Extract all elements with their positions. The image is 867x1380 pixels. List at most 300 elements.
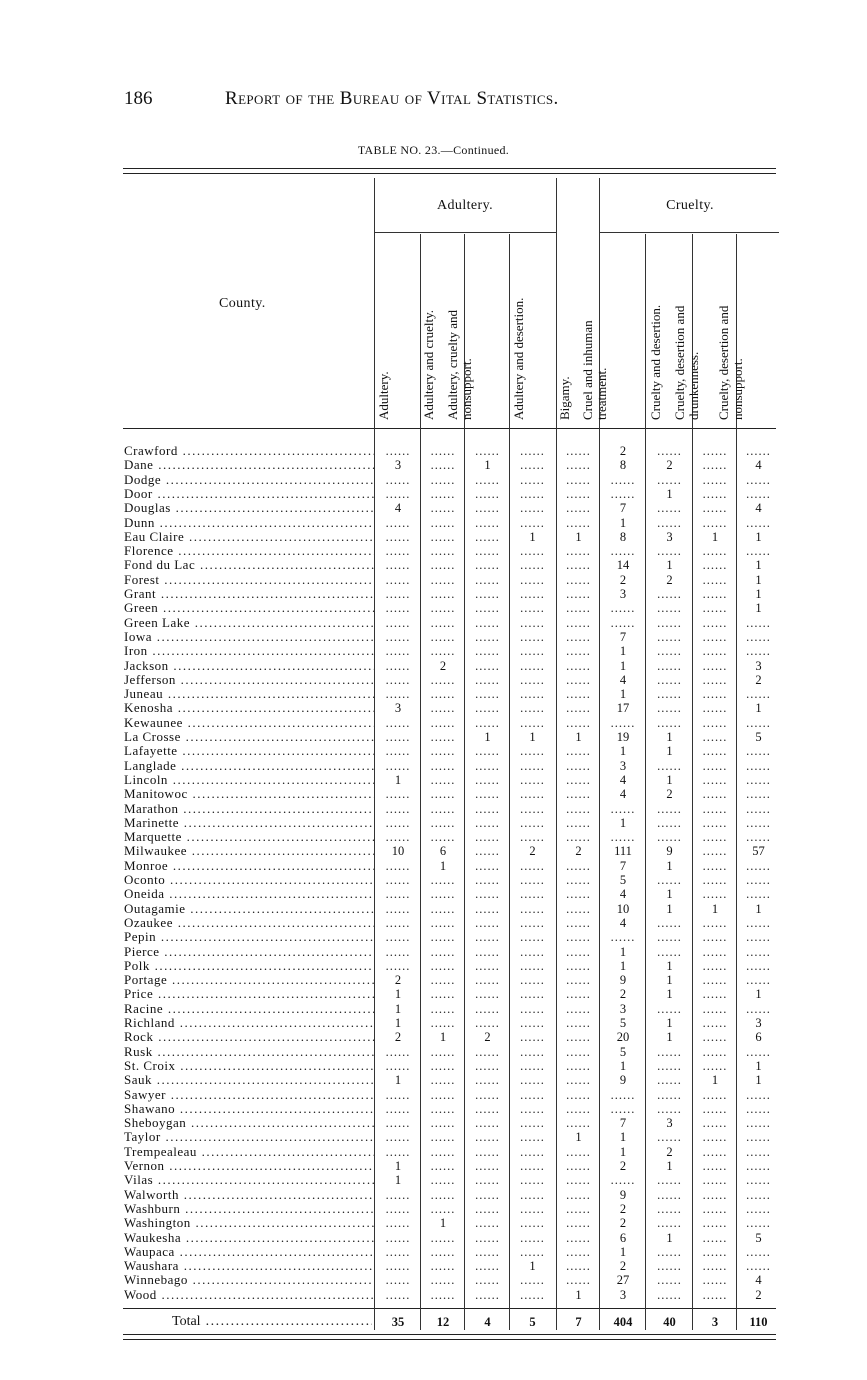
- column-header-label: Adultery and desertion.: [510, 297, 526, 420]
- county-name: Eau Claire .....: [124, 530, 374, 544]
- cell-bigamy: ......: [566, 1173, 591, 1188]
- cell-cruelty-desertion-nonsupport: 3: [755, 1016, 762, 1030]
- cell-cruelty-desertion-nonsupport: ......: [746, 1173, 771, 1188]
- cell-bigamy: ......: [566, 944, 591, 959]
- cell-cruelty-and-desertion: ......: [657, 1273, 682, 1288]
- table-row: [0, 945, 867, 959]
- cell-adultery-and-cruelty: ......: [430, 1244, 456, 1259]
- cell-cruelty-and-desertion: ......: [657, 1073, 682, 1088]
- county-column-header: County.: [219, 296, 266, 311]
- total-row: [0, 1314, 867, 1330]
- cell-cruelty-desertion-drunkenness: ......: [702, 815, 728, 830]
- cell-cruel-and-inhuman-treatment: 6: [619, 1230, 627, 1245]
- table-row: [0, 987, 867, 1001]
- cell-adultery: ......: [385, 1130, 411, 1145]
- table-row: [0, 1016, 867, 1030]
- cell-bigamy: ......: [566, 1030, 591, 1045]
- cell-cruelty-desertion-drunkenness: 1: [711, 529, 719, 544]
- table-row: [0, 1259, 867, 1273]
- cell-cruelty-desertion-drunkenness: ......: [702, 1287, 728, 1302]
- cell-adultery: ......: [385, 629, 411, 644]
- county-name: Juneau .....: [124, 687, 374, 701]
- cell-adultery-and-cruelty: ......: [430, 1001, 456, 1016]
- cell-adultery: ......: [385, 486, 411, 501]
- cell-cruelty-desertion-drunkenness: ......: [702, 1087, 728, 1102]
- cell-adultery-and-desertion: 2: [529, 844, 536, 859]
- cell-cruelty-and-desertion: ......: [657, 644, 682, 659]
- table-row: [0, 616, 867, 630]
- cell-cruelty-and-desertion: ......: [657, 444, 682, 458]
- cell-adultery-cruelty-nonsupport: ......: [475, 873, 500, 887]
- cell-adultery-cruelty-nonsupport: ......: [475, 815, 500, 830]
- cell-adultery-cruelty-nonsupport: ......: [475, 1244, 500, 1259]
- cell-cruelty-desertion-nonsupport: ......: [746, 615, 771, 630]
- cell-adultery-cruelty-nonsupport: ......: [475, 1101, 500, 1116]
- cell-cruelty-desertion-drunkenness: ......: [702, 944, 728, 959]
- cell-bigamy: ......: [566, 787, 591, 802]
- table-row: [0, 687, 867, 701]
- cell-adultery-cruelty-nonsupport: ......: [475, 1058, 500, 1073]
- cell-adultery-and-desertion: ......: [520, 1244, 545, 1259]
- county-name: Monroe .....: [124, 859, 374, 873]
- cell-cruelty-and-desertion: ......: [657, 815, 682, 830]
- cell-cruelty-desertion-nonsupport: ......: [746, 515, 771, 530]
- cell-adultery: ......: [385, 1101, 411, 1116]
- table-row: [0, 1202, 867, 1216]
- cell-adultery: 4: [394, 501, 402, 516]
- cell-adultery: 1: [394, 1001, 402, 1016]
- cell-adultery-and-cruelty: ......: [430, 1016, 456, 1030]
- table-row: [0, 1188, 867, 1202]
- cell-adultery-and-cruelty: ......: [430, 1044, 456, 1059]
- cell-cruelty-desertion-drunkenness: ......: [702, 501, 728, 516]
- cell-cruel-and-inhuman-treatment: 1: [619, 1244, 627, 1259]
- county-name: Jefferson .....: [124, 673, 374, 687]
- cell-bigamy: ......: [566, 1058, 591, 1073]
- cell-bigamy: 1: [575, 1287, 582, 1302]
- cell-cruelty-and-desertion: 2: [666, 458, 673, 473]
- cell-adultery: ......: [385, 658, 411, 673]
- cell-adultery-cruelty-nonsupport: ......: [475, 501, 500, 516]
- column-header-label: Cruelty, desertion and nonsupport.: [715, 305, 745, 420]
- cell-adultery-and-cruelty: ......: [430, 601, 456, 616]
- table-row: [0, 516, 867, 530]
- table-caption: TABLE NO. 23.—Continued.: [357, 143, 510, 157]
- cell-cruel-and-inhuman-treatment: 8: [619, 458, 627, 473]
- cell-cruelty-and-desertion: ......: [657, 873, 682, 887]
- cell-cruelty-desertion-drunkenness: ......: [702, 615, 728, 630]
- cell-bigamy: ......: [566, 873, 591, 887]
- cell-adultery: ......: [385, 1044, 411, 1059]
- cell-adultery-and-desertion: ......: [520, 644, 545, 659]
- cell-adultery: ......: [385, 1144, 411, 1159]
- cell-cruelty-desertion-nonsupport: 4: [755, 501, 762, 516]
- cell-adultery: ......: [385, 1201, 411, 1216]
- cell-adultery-and-desertion: ......: [520, 1216, 545, 1231]
- table-row: [0, 759, 867, 773]
- table-row: [0, 716, 867, 730]
- cell-cruelty-and-desertion: 1: [666, 973, 673, 988]
- cell-adultery: 2: [394, 973, 402, 988]
- cell-adultery-cruelty-nonsupport: ......: [475, 615, 500, 630]
- cell-adultery-and-cruelty: ......: [430, 687, 456, 702]
- cell-adultery-and-cruelty: ......: [430, 515, 456, 530]
- cell-adultery: ......: [385, 1230, 411, 1245]
- cell-adultery: ......: [385, 601, 411, 616]
- cell-adultery-cruelty-nonsupport: ......: [475, 915, 500, 930]
- cell-adultery-and-desertion: ......: [520, 930, 545, 945]
- cell-adultery-and-cruelty: ......: [430, 1159, 456, 1173]
- cell-bigamy: 2: [575, 844, 582, 859]
- cell-cruelty-desertion-drunkenness: ......: [702, 1187, 728, 1202]
- adultery-group-rule: [374, 232, 556, 233]
- cell-cruelty-and-desertion: 1: [666, 744, 673, 759]
- cell-bigamy: ......: [566, 973, 591, 988]
- cell-cruelty-desertion-drunkenness: ......: [702, 744, 728, 759]
- cell-adultery-and-cruelty: ......: [430, 787, 456, 802]
- cell-cruelty-desertion-drunkenness: ......: [702, 444, 728, 458]
- county-name: Kenosha .....: [124, 701, 374, 715]
- cell-adultery-and-desertion: ......: [520, 1016, 545, 1030]
- cell-adultery-cruelty-nonsupport: ......: [475, 1159, 500, 1173]
- cell-adultery-and-desertion: ......: [520, 629, 545, 644]
- cell-bigamy: ......: [566, 515, 591, 530]
- cell-adultery-cruelty-nonsupport: ......: [475, 973, 500, 988]
- cell-cruelty-desertion-nonsupport: 1: [755, 987, 762, 1002]
- cell-adultery-cruelty-nonsupport: ......: [475, 1130, 500, 1145]
- cell-cruelty-and-desertion: ......: [657, 587, 682, 601]
- cell-cruelty-and-desertion: ......: [657, 472, 682, 487]
- top-rule-1: [123, 168, 776, 169]
- cell-cruel-and-inhuman-treatment: 27: [616, 1273, 630, 1288]
- cell-cruelty-desertion-nonsupport: ......: [746, 1159, 771, 1173]
- cell-bigamy: ......: [566, 644, 591, 659]
- cell-adultery-and-desertion: ......: [520, 1116, 545, 1131]
- cell-cruelty-desertion-drunkenness: ......: [702, 644, 728, 659]
- cell-cruel-and-inhuman-treatment: 2: [619, 1259, 627, 1274]
- cell-cruelty-and-desertion: 9: [666, 844, 673, 859]
- table-row: [0, 1059, 867, 1073]
- cell-cruelty-desertion-nonsupport: ......: [746, 930, 771, 945]
- cell-cruelty-desertion-drunkenness: ......: [702, 730, 728, 744]
- cell-adultery-and-desertion: 1: [529, 730, 536, 744]
- cell-adultery-and-desertion: ......: [520, 687, 545, 702]
- cell-adultery-and-cruelty: ......: [430, 1287, 456, 1302]
- cell-adultery-and-cruelty: ......: [430, 901, 456, 916]
- cell-adultery: ......: [385, 787, 411, 802]
- cell-bigamy: ......: [566, 1073, 591, 1088]
- cell-bigamy: ......: [566, 915, 591, 930]
- cell-cruelty-desertion-nonsupport: ......: [746, 1116, 771, 1131]
- table-row: [0, 1002, 867, 1016]
- page-header: [124, 88, 774, 114]
- cell-adultery-and-desertion: ......: [520, 458, 545, 473]
- cell-adultery: ......: [385, 944, 411, 959]
- cell-cruel-and-inhuman-treatment: 1: [619, 744, 627, 759]
- cell-adultery-cruelty-nonsupport: 1: [484, 730, 491, 744]
- county-name: Fond du Lac .....: [124, 558, 374, 572]
- cell-cruelty-and-desertion: ......: [657, 629, 682, 644]
- cell-bigamy: ......: [566, 1144, 591, 1159]
- cell-cruelty-desertion-drunkenness: ......: [702, 715, 728, 730]
- cell-adultery-cruelty-nonsupport: ......: [475, 887, 500, 902]
- cell-cruelty-desertion-nonsupport: 1: [755, 529, 762, 544]
- cell-cruelty-desertion-nonsupport: ......: [746, 758, 771, 773]
- cell-bigamy: ......: [566, 458, 591, 473]
- table-row: [0, 487, 867, 501]
- table-row: [0, 1088, 867, 1102]
- cell-adultery-and-desertion: ......: [520, 1058, 545, 1073]
- cell-cruel-and-inhuman-treatment: 3: [619, 587, 627, 601]
- cell-adultery-cruelty-nonsupport: ......: [475, 1087, 500, 1102]
- cell-adultery-and-desertion: ......: [520, 715, 545, 730]
- cell-cruelty-desertion-drunkenness: 1: [711, 1073, 719, 1088]
- cell-adultery-cruelty-nonsupport: ......: [475, 1173, 500, 1188]
- cell-bigamy: ......: [566, 672, 591, 687]
- cell-cruelty-desertion-drunkenness: ......: [702, 472, 728, 487]
- table-row: [0, 830, 867, 844]
- cell-adultery-and-desertion: ......: [520, 515, 545, 530]
- table-row: [0, 902, 867, 916]
- cell-adultery-and-cruelty: ......: [430, 1273, 456, 1288]
- cell-cruelty-and-desertion: 1: [666, 901, 673, 916]
- adultery-group-header: Adultery.: [437, 198, 493, 213]
- cell-cruelty-and-desertion: ......: [657, 1259, 682, 1274]
- county-name: Kewaunee .....: [124, 716, 374, 730]
- cell-adultery: ......: [385, 958, 411, 973]
- cell-cruelty-and-desertion: 1: [666, 1159, 673, 1173]
- cell-cruelty-desertion-drunkenness: ......: [702, 1216, 728, 1231]
- county-name: Waupaca .....: [124, 1245, 374, 1259]
- cell-cruelty-desertion-nonsupport: ......: [746, 858, 771, 873]
- cell-cruel-and-inhuman-treatment: 2: [619, 1216, 627, 1231]
- cell-adultery-cruelty-nonsupport: ......: [475, 901, 500, 916]
- cell-adultery-cruelty-nonsupport: ......: [475, 830, 500, 845]
- cell-adultery: ......: [385, 572, 411, 587]
- cell-adultery-and-desertion: ......: [520, 1159, 545, 1173]
- cell-cruelty-desertion-nonsupport: 5: [755, 730, 762, 744]
- cell-adultery-and-desertion: ......: [520, 1044, 545, 1059]
- cell-cruelty-and-desertion: ......: [657, 1001, 682, 1016]
- cell-bigamy: ......: [566, 987, 591, 1002]
- cell-adultery: ......: [385, 887, 411, 902]
- cell-cruelty-desertion-drunkenness: ......: [702, 915, 728, 930]
- cell-adultery-cruelty-nonsupport: ......: [475, 629, 500, 644]
- county-name: Vernon .....: [124, 1159, 374, 1173]
- cell-adultery: 1: [394, 772, 402, 787]
- cell-adultery-cruelty-nonsupport: ......: [475, 787, 500, 802]
- cell-adultery-and-desertion: ......: [520, 1230, 545, 1245]
- cell-adultery-cruelty-nonsupport: ......: [475, 701, 500, 716]
- cell-cruelty-desertion-nonsupport: ......: [746, 830, 771, 845]
- cell-adultery: ......: [385, 1087, 411, 1102]
- county-name: Marathon .....: [124, 802, 374, 816]
- table-row: [0, 1245, 867, 1259]
- cell-adultery-cruelty-nonsupport: ......: [475, 944, 500, 959]
- county-name: Richland .....: [124, 1016, 374, 1030]
- cell-cruel-and-inhuman-treatment: ......: [610, 1173, 636, 1188]
- cell-cruelty-desertion-nonsupport: ......: [746, 444, 771, 458]
- cell-bigamy: ......: [566, 815, 591, 830]
- cell-cruelty-desertion-drunkenness: ......: [702, 830, 728, 845]
- county-name: Pierce .....: [124, 945, 374, 959]
- cell-adultery-and-desertion: ......: [520, 1001, 545, 1016]
- table-row: [0, 1030, 867, 1044]
- county-name: Portage .....: [124, 973, 374, 987]
- cruelty-group-rule: [599, 232, 779, 233]
- cell-cruelty-and-desertion: ......: [657, 1216, 682, 1231]
- cell-adultery-and-cruelty: ......: [430, 701, 456, 716]
- table-row: [0, 1102, 867, 1116]
- cell-bigamy: ......: [566, 1001, 591, 1016]
- cell-adultery-and-desertion: ......: [520, 1173, 545, 1188]
- county-name: Dodge .....: [124, 473, 374, 487]
- cell-adultery: ......: [385, 644, 411, 659]
- cell-adultery-cruelty-nonsupport: ......: [475, 572, 500, 587]
- cell-cruelty-desertion-drunkenness: 1: [711, 901, 719, 916]
- cell-cruel-and-inhuman-treatment: 2: [619, 572, 627, 587]
- cell-cruelty-desertion-nonsupport: ......: [746, 973, 771, 988]
- cell-cruelty-desertion-nonsupport: ......: [746, 486, 771, 501]
- table-row: [0, 930, 867, 944]
- cell-cruelty-desertion-nonsupport: ......: [746, 744, 771, 759]
- column-header-label: Bigamy.: [556, 376, 572, 420]
- table-row: [0, 859, 867, 873]
- cell-cruelty-desertion-nonsupport: ......: [746, 958, 771, 973]
- cell-adultery: 2: [394, 1030, 402, 1045]
- county-name: Grant .....: [124, 587, 374, 601]
- cell-adultery-and-cruelty: ......: [430, 1259, 456, 1274]
- column-header-label: Cruel and inhuman treatment.: [580, 320, 609, 420]
- cell-cruelty-desertion-nonsupport: 1: [755, 1073, 762, 1088]
- cell-cruelty-desertion-nonsupport: 4: [755, 458, 762, 473]
- cell-cruelty-and-desertion: ......: [657, 515, 682, 530]
- cell-cruelty-and-desertion: 1: [666, 887, 673, 902]
- cell-adultery-cruelty-nonsupport: ......: [475, 1287, 500, 1302]
- cell-adultery: ......: [385, 544, 411, 559]
- cell-adultery: 1: [394, 1073, 402, 1088]
- cell-adultery-and-cruelty: ......: [430, 1173, 456, 1188]
- cell-adultery-cruelty-nonsupport: ......: [475, 558, 500, 573]
- cell-adultery-cruelty-nonsupport: ......: [475, 472, 500, 487]
- cell-adultery-cruelty-nonsupport: ......: [475, 1259, 500, 1274]
- table-row: [0, 473, 867, 487]
- table-row: [0, 673, 867, 687]
- cell-cruelty-desertion-nonsupport: 2: [755, 672, 762, 687]
- cell-adultery-and-desertion: 1: [529, 1259, 536, 1274]
- table-row: [0, 1073, 867, 1087]
- cell-adultery-and-cruelty: ......: [430, 873, 456, 887]
- cell-cruelty-desertion-nonsupport: ......: [746, 1001, 771, 1016]
- cell-cruel-and-inhuman-treatment: ......: [610, 1087, 636, 1102]
- table-row: [0, 844, 867, 858]
- county-name: Florence .....: [124, 544, 374, 558]
- county-name: Price .....: [124, 987, 374, 1001]
- cell-cruelty-desertion-drunkenness: ......: [702, 1259, 728, 1274]
- cell-cruelty-desertion-drunkenness: ......: [702, 772, 728, 787]
- cell-adultery-and-desertion: ......: [520, 558, 545, 573]
- cell-adultery-cruelty-nonsupport: ......: [475, 758, 500, 773]
- cell-adultery: ......: [385, 730, 411, 744]
- cell-cruel-and-inhuman-treatment: 1: [619, 815, 627, 830]
- total-cruelty-desertion-nonsupport: 110: [749, 1315, 768, 1329]
- cell-adultery: ......: [385, 1116, 411, 1131]
- cell-adultery: ......: [385, 515, 411, 530]
- cell-adultery-and-desertion: ......: [520, 672, 545, 687]
- cell-adultery-and-desertion: ......: [520, 901, 545, 916]
- cell-adultery: ......: [385, 901, 411, 916]
- cell-bigamy: ......: [566, 587, 591, 601]
- cell-cruelty-and-desertion: ......: [657, 801, 682, 816]
- cell-cruel-and-inhuman-treatment: ......: [610, 801, 636, 816]
- table-row: [0, 1231, 867, 1245]
- total-adultery-and-desertion: 5: [529, 1315, 536, 1329]
- cell-cruel-and-inhuman-treatment: ......: [610, 544, 636, 559]
- cell-cruelty-and-desertion: ......: [657, 930, 682, 945]
- cell-adultery-and-cruelty: ......: [430, 973, 456, 988]
- cell-cruelty-and-desertion: 1: [666, 1030, 673, 1045]
- cell-bigamy: ......: [566, 486, 591, 501]
- cell-adultery-and-cruelty: ......: [430, 930, 456, 945]
- county-name: Langlade .....: [124, 759, 374, 773]
- cell-cruelty-desertion-drunkenness: ......: [702, 801, 728, 816]
- county-name: Douglas .....: [124, 501, 374, 515]
- cell-adultery-and-desertion: 1: [529, 529, 536, 544]
- cell-cruelty-desertion-drunkenness: ......: [702, 1230, 728, 1245]
- cell-cruelty-desertion-nonsupport: ......: [746, 1187, 771, 1202]
- cell-cruel-and-inhuman-treatment: 7: [619, 858, 627, 873]
- county-name: Trempealeau .....: [124, 1145, 374, 1159]
- cell-cruel-and-inhuman-treatment: 7: [619, 1116, 627, 1131]
- cell-bigamy: ......: [566, 758, 591, 773]
- cell-cruel-and-inhuman-treatment: 1: [619, 1058, 627, 1073]
- cell-adultery-cruelty-nonsupport: ......: [475, 687, 500, 702]
- table-row: [0, 530, 867, 544]
- cell-cruelty-desertion-drunkenness: ......: [702, 658, 728, 673]
- cell-adultery: ......: [385, 687, 411, 702]
- cell-adultery: ......: [385, 558, 411, 573]
- cell-bigamy: 1: [575, 529, 582, 544]
- cell-adultery-cruelty-nonsupport: ......: [475, 858, 500, 873]
- cell-adultery-and-desertion: ......: [520, 944, 545, 959]
- page-title: Report of the Bureau of Vital Statistics.: [225, 88, 559, 109]
- header-bottom-rule: [123, 428, 776, 429]
- cell-cruel-and-inhuman-treatment: 17: [616, 701, 630, 716]
- cell-adultery-and-cruelty: ......: [430, 801, 456, 816]
- cell-cruelty-and-desertion: ......: [657, 758, 682, 773]
- cell-adultery-and-cruelty: ......: [430, 672, 456, 687]
- county-name: Forest .....: [124, 573, 374, 587]
- county-name: Dane .....: [124, 458, 374, 472]
- cell-adultery-and-desertion: ......: [520, 830, 545, 845]
- cell-bigamy: ......: [566, 1044, 591, 1059]
- cell-adultery-cruelty-nonsupport: ......: [475, 1144, 500, 1159]
- cell-adultery: ......: [385, 587, 411, 601]
- cell-cruelty-desertion-nonsupport: 2: [755, 1287, 762, 1302]
- cell-cruelty-desertion-nonsupport: ......: [746, 772, 771, 787]
- cell-adultery-and-desertion: ......: [520, 1101, 545, 1116]
- cell-adultery-cruelty-nonsupport: ......: [475, 444, 500, 458]
- cell-adultery: ......: [385, 758, 411, 773]
- county-name: Rusk .....: [124, 1045, 374, 1059]
- cell-cruel-and-inhuman-treatment: 4: [619, 915, 627, 930]
- cell-bigamy: ......: [566, 858, 591, 873]
- total-bigamy: 7: [575, 1315, 582, 1329]
- cell-adultery-and-desertion: ......: [520, 1087, 545, 1102]
- county-name: Racine .....: [124, 1002, 374, 1016]
- cell-cruel-and-inhuman-treatment: ......: [610, 615, 636, 630]
- cell-cruelty-desertion-drunkenness: ......: [702, 1201, 728, 1216]
